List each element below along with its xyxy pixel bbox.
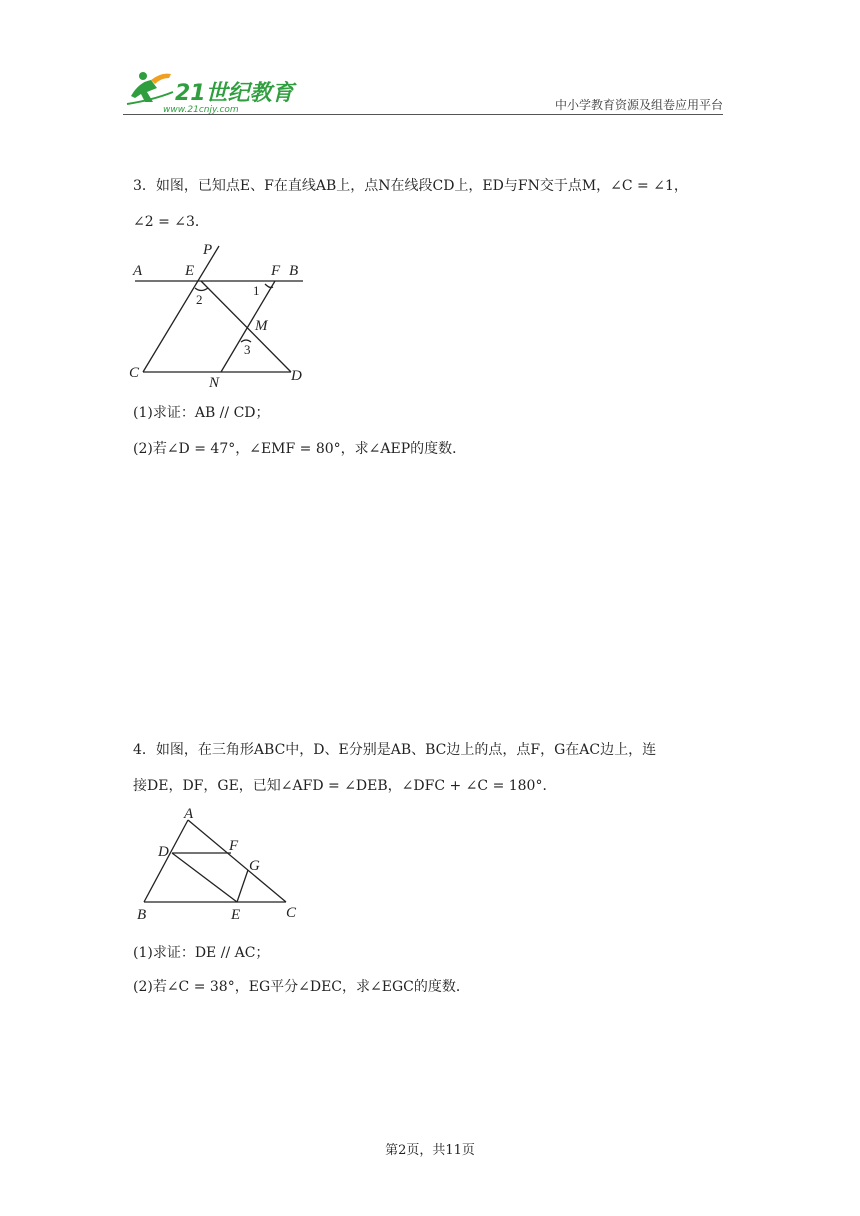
logo-url: www.21cnjy.com — [163, 105, 239, 115]
q4-label-f: F — [229, 838, 239, 854]
q3-label-p: P — [203, 242, 213, 258]
q3-label-m: M — [255, 318, 268, 334]
question-3-text-line1: 3．如图，已知点E、F在直线AB上，点N在线段CD上，ED与FN交于点M，∠C = ∠1， — [133, 178, 688, 194]
q3-label-f: F — [271, 263, 281, 279]
q4-label-g: G — [249, 858, 260, 874]
q3-label-angle-3: 3 — [244, 342, 251, 357]
question-4-figure — [132, 806, 304, 924]
q3-label-a: A — [133, 263, 143, 279]
platform-name: 中小学教育资源及组卷应用平台 — [554, 98, 723, 112]
question-3-part-2: (2)若∠D = 47°，∠EMF = 80°，求∠AEP的度数． — [133, 441, 467, 457]
question-3 — [133, 176, 725, 232]
q3-label-b: B — [289, 263, 299, 279]
page-number: 第2页，共11页 — [385, 1143, 475, 1158]
q4-label-d: D — [158, 844, 169, 860]
site-logo — [123, 66, 313, 118]
q4-label-e: E — [231, 907, 241, 923]
page-header — [123, 66, 723, 118]
q4-label-a: A — [184, 806, 194, 822]
question-4-text-line2: 接DE，DF，GE，已知∠AFD = ∠DEB，∠DFC + ∠C = 180°． — [133, 778, 557, 794]
question-4-part-1: (1)求证：DE // AC； — [133, 945, 270, 961]
question-4-part-2: (2)若∠C = 38°，EG平分∠DEC，求∠EGC的度数． — [133, 979, 470, 995]
question-4-text-line1: 4．如图，在三角形ABC中，D、E分别是AB、BC边上的点，点F，G在AC边上，连 — [133, 742, 657, 758]
q3-label-n: N — [209, 375, 220, 390]
q4-label-c: C — [286, 905, 297, 921]
question-3-part-1: (1)求证：AB // CD； — [133, 405, 270, 421]
q4-label-b: B — [137, 907, 147, 923]
question-3-figure — [125, 238, 315, 390]
q3-label-d: D — [291, 368, 302, 384]
q3-label-c: C — [129, 365, 140, 381]
q3-label-angle-2: 2 — [196, 292, 203, 307]
logo-text: 21世纪教育 — [175, 81, 294, 106]
header-divider — [123, 114, 723, 115]
question-3-text-line2: ∠2 = ∠3． — [133, 214, 209, 230]
q3-label-e: E — [185, 263, 195, 279]
question-4 — [133, 740, 725, 796]
q3-label-angle-1: 1 — [253, 283, 260, 298]
